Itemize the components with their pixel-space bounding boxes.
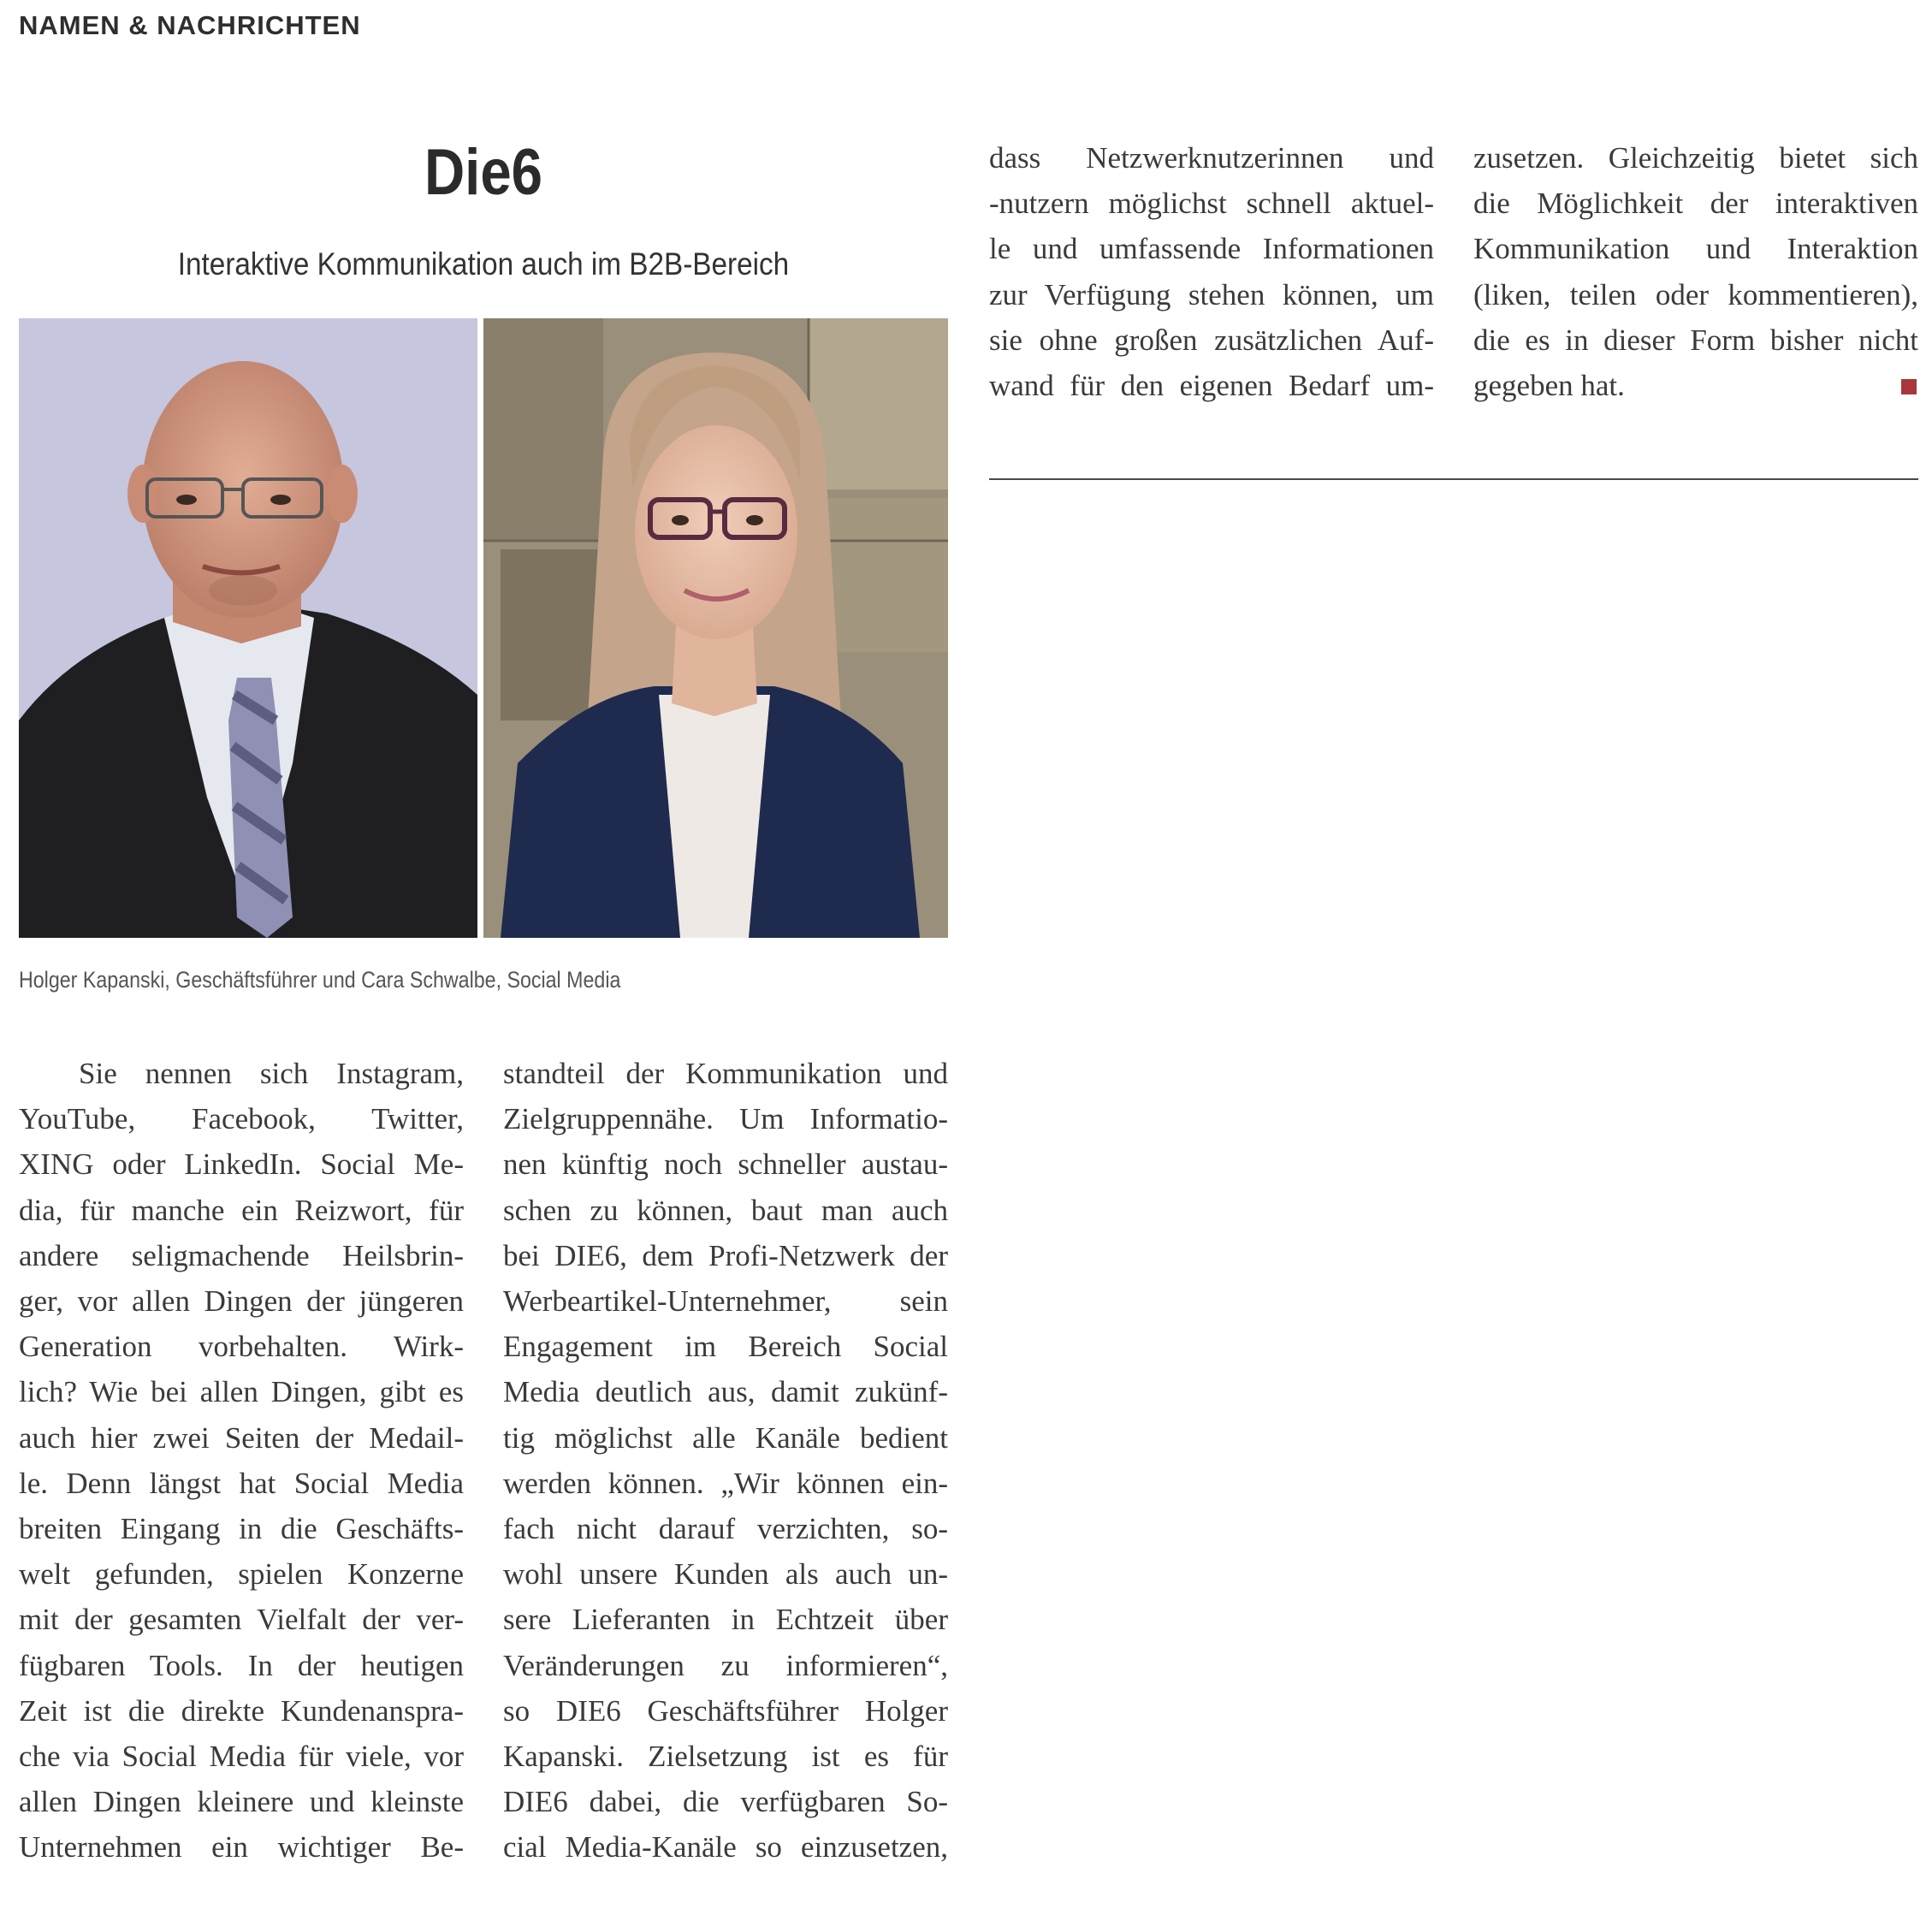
text-line: nen künftig noch schneller austau-: [503, 1147, 948, 1182]
article-headline: Die6: [424, 136, 543, 209]
text-line: fügbaren Tools. In der heutigen: [19, 1648, 464, 1682]
text-line: Engagement im Bereich Social: [503, 1330, 948, 1364]
text-line: ger, vor allen Dingen der jüngeren: [19, 1284, 464, 1319]
photo-caption: Holger Kapanski, Geschäftsführer und Cara Schwalbe, Social Media: [19, 967, 621, 993]
text-line: le und umfassende Informationen: [989, 232, 1434, 266]
text-line: tig möglichst alle Kanäle bedient: [503, 1420, 948, 1455]
text-line: YouTube, Facebook, Twitter,: [19, 1102, 464, 1136]
text-line: (liken, teilen oder kommentieren),: [1473, 277, 1918, 311]
section-label: NAMEN & NACHRICHTEN: [19, 10, 361, 40]
text-line: andere seligmachende Heilsbrin-: [19, 1238, 464, 1272]
text-line: dia, für manche ein Reizwort, für: [19, 1193, 464, 1227]
text-line: XING oder LinkedIn. Social Me-: [19, 1147, 464, 1182]
text-line: schen zu können, baut man auch: [503, 1193, 948, 1227]
text-line: bei DIE6, dem Profi-Netzwerk der: [503, 1238, 948, 1272]
text-line: -nutzern möglichst schnell aktuel-: [989, 187, 1434, 221]
text-line: Kapanski. Zielsetzung ist es für: [503, 1740, 948, 1774]
section-divider: [989, 478, 1918, 480]
photo-holger-kapanski: [19, 318, 477, 938]
text-line: Sie nennen sich Instagram,: [79, 1057, 464, 1090]
text-line: standteil der Kommunikation und: [503, 1057, 948, 1090]
text-line: zur Verfügung stehen können, um: [989, 277, 1434, 311]
text-line: Werbeartikel-Unternehmer, sein: [503, 1284, 948, 1319]
text-line: wand für den eigenen Bedarf um-: [989, 369, 1434, 403]
text-line: wohl unsere Kunden als auch un-: [503, 1557, 948, 1592]
text-line: Media deutlich aus, damit zukünf-: [503, 1375, 948, 1409]
text-line: so DIE6 Geschäftsführer Holger: [503, 1693, 948, 1728]
text-line: auch hier zwei Seiten der Medail-: [19, 1420, 464, 1455]
text-line: che via Social Media für viele, vor: [19, 1740, 464, 1774]
text-line: lich? Wie bei allen Dingen, gibt es: [19, 1375, 464, 1409]
text-line: le. Denn längst hat Social Media: [19, 1466, 464, 1500]
text-line: allen Dingen kleinere und kleinste: [19, 1785, 464, 1819]
text-line: dass Netzwerknutzerinnen und: [989, 141, 1434, 175]
text-line: Generation vorbehalten. Wirk-: [19, 1330, 464, 1364]
text-line: DIE6 dabei, die verfügbaren So-: [503, 1785, 948, 1819]
article-column-2: [503, 1051, 948, 1870]
text-line: die es in dieser Form bisher nicht: [1473, 323, 1918, 357]
article-column-1: [19, 1051, 464, 1870]
text-line: Kommunikation und Interaktion: [1473, 232, 1918, 266]
photo-cara-schwalbe: [483, 318, 948, 938]
text-line: cial Media-Kanäle so einzusetzen,: [503, 1830, 948, 1865]
article-end-mark: [1901, 379, 1917, 394]
text-line: gegeben hat.: [1473, 369, 1625, 403]
text-line: breiten Eingang in die Geschäfts-: [19, 1512, 464, 1546]
text-line: welt gefunden, spielen Konzerne: [19, 1557, 464, 1592]
text-line: Veränderungen zu informieren“,: [503, 1648, 948, 1682]
article-subheadline: Interaktive Kommunikation auch im B2B-Bereich: [177, 246, 790, 282]
text-line: Zeit ist die direkte Kundenanspra-: [19, 1693, 464, 1728]
text-line: sie ohne großen zusätzlichen Auf-: [989, 323, 1434, 357]
text-line: fach nicht darauf verzichten, so-: [503, 1512, 948, 1546]
article-column-3: [989, 135, 1434, 408]
text-line: werden können. „Wir können ein-: [503, 1466, 948, 1500]
text-line: Unternehmen ein wichtiger Be-: [19, 1830, 464, 1865]
article-column-4: [1473, 135, 1918, 408]
text-line: Zielgruppennähe. Um Informatio-: [503, 1102, 948, 1136]
text-line: zusetzen. Gleichzeitig bietet sich: [1473, 141, 1918, 175]
text-line: mit der gesamten Vielfalt der ver-: [19, 1603, 464, 1637]
text-line: sere Lieferanten in Echtzeit über: [503, 1603, 948, 1637]
text-line: die Möglichkeit der interaktiven: [1473, 187, 1918, 221]
